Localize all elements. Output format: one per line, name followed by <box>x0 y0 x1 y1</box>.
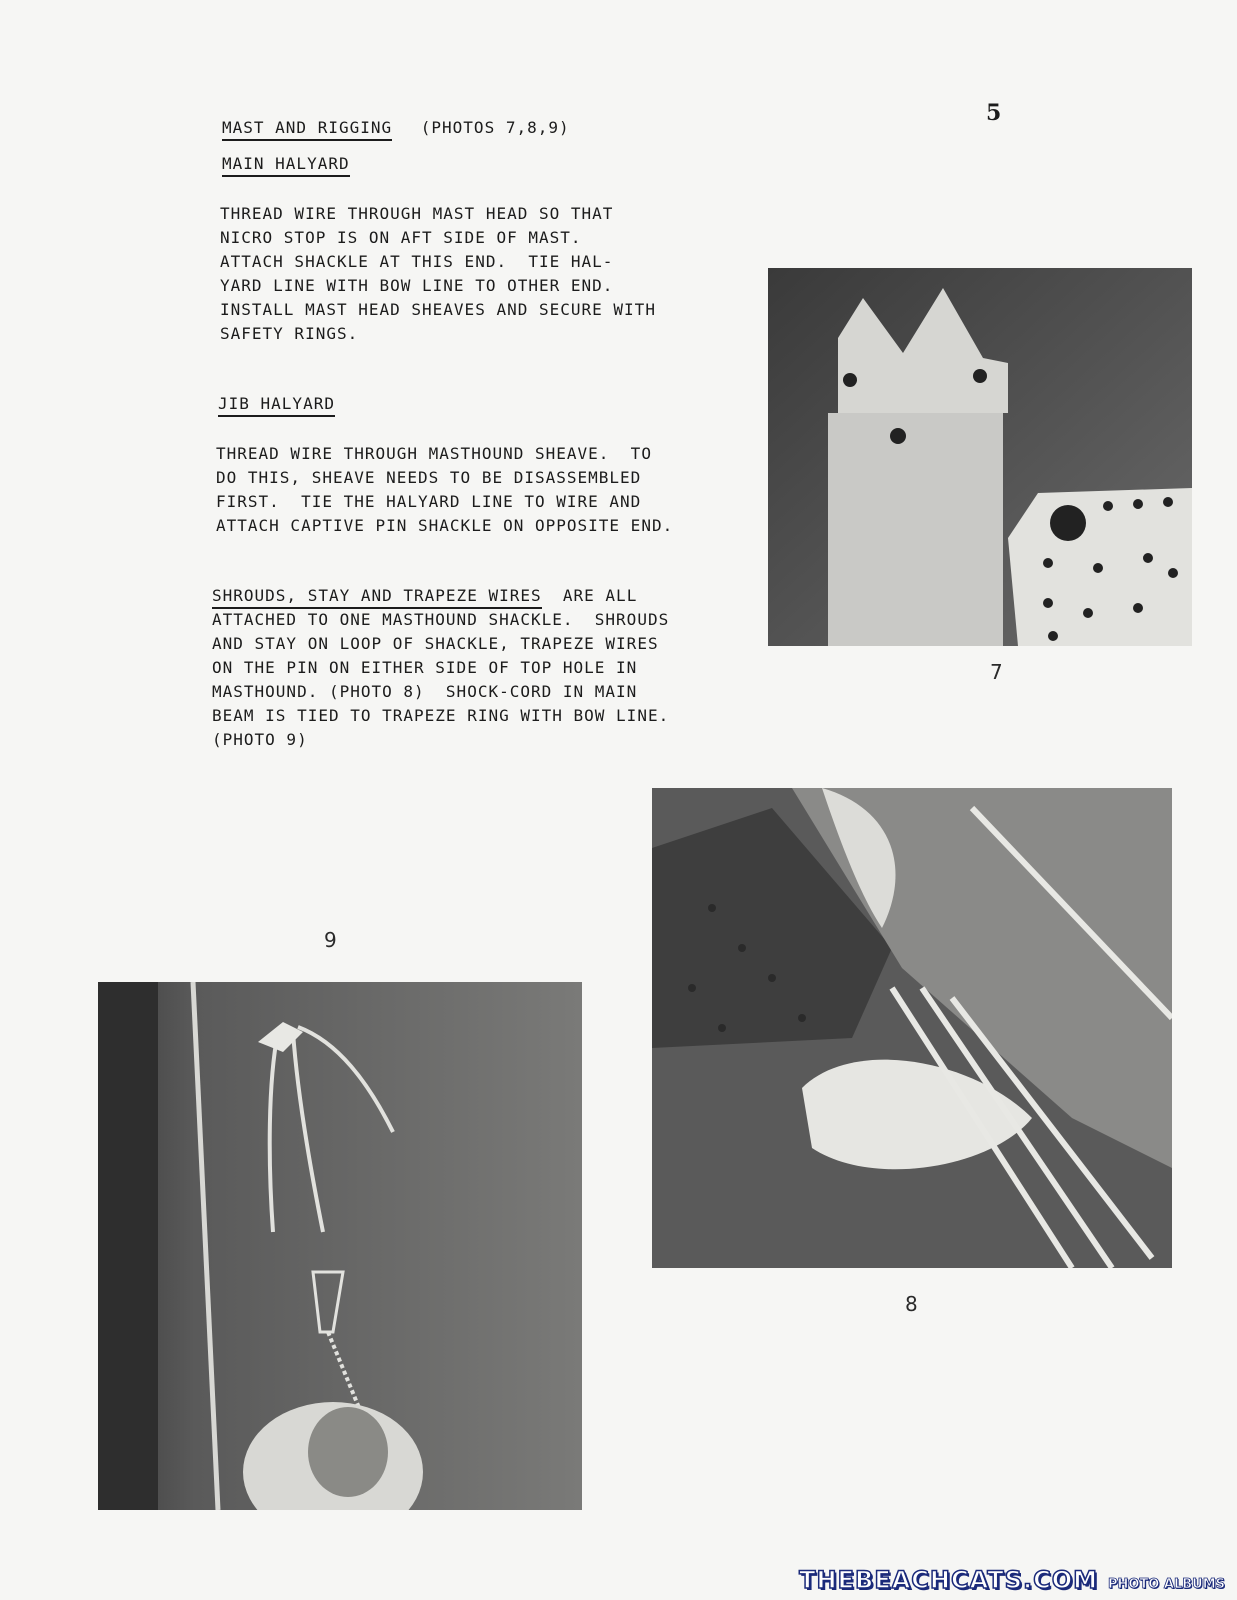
shrouds-heading-line1: SHROUDS, STAY AND TRAPEZE WIRES ARE ALL <box>212 584 637 608</box>
main-halyard-text: THREAD WIRE THROUGH MAST HEAD SO THAT NICRO STOP IS ON AFT SIDE OF MAST. ATTACH SHACKLE AT THIS END. TIE HAL- YARD LINE WITH BOW LINE TO OTHER END. INSTALL MAST HEAD SHEAVES AND SECURE WITH SAFETY RINGS. <box>220 204 656 343</box>
section-heading <box>222 118 570 137</box>
jib-halyard-text: THREAD WIRE THROUGH MASTHOUND SHEAVE. TO DO THIS, SHEAVE NEEDS TO BE DISASSEMBLED FIRST. TIE THE HALYARD LINE TO WIRE AND ATTACH CAPTIVE PIN SHACKLE ON OPPOSITE END. <box>216 444 674 535</box>
section-title: MAST AND RIGGING <box>222 118 392 141</box>
section-photos-ref: (PHOTOS 7,8,9) <box>420 118 570 137</box>
photo-7-masthead <box>768 268 1192 646</box>
page-number: 5 <box>986 100 1002 126</box>
photo-7-caption: 7 <box>990 660 1003 684</box>
photo-8-caption: 8 <box>905 1292 918 1316</box>
jib-halyard-heading: JIB HALYARD <box>218 394 335 413</box>
watermark-sub: PHOTO ALBUMS <box>1107 1577 1225 1592</box>
main-halyard-heading: MAIN HALYARD <box>222 154 350 173</box>
photo-8-masthound-shackle <box>652 788 1172 1268</box>
photo-9-trapeze-ring <box>98 982 582 1510</box>
photo-9-caption: 9 <box>324 928 337 952</box>
shrouds-heading-line2: ATTACHED TO ONE MASTHOUND SHACKLE. SHROUDS <box>212 610 670 629</box>
shrouds-text: AND STAY ON LOOP OF SHACKLE, TRAPEZE WIRES ON THE PIN ON EITHER SIDE OF TOP HOLE IN MASTHOUND. (PHOTO 8) SHOCK-CORD IN MAIN BEAM IS TIED TO TRAPEZE RING WITH BOW LINE. (PHOTO 9) <box>212 634 670 749</box>
watermark-main: THEBEACHCATS.COM <box>799 1566 1098 1594</box>
watermark-logo <box>799 1566 1225 1594</box>
